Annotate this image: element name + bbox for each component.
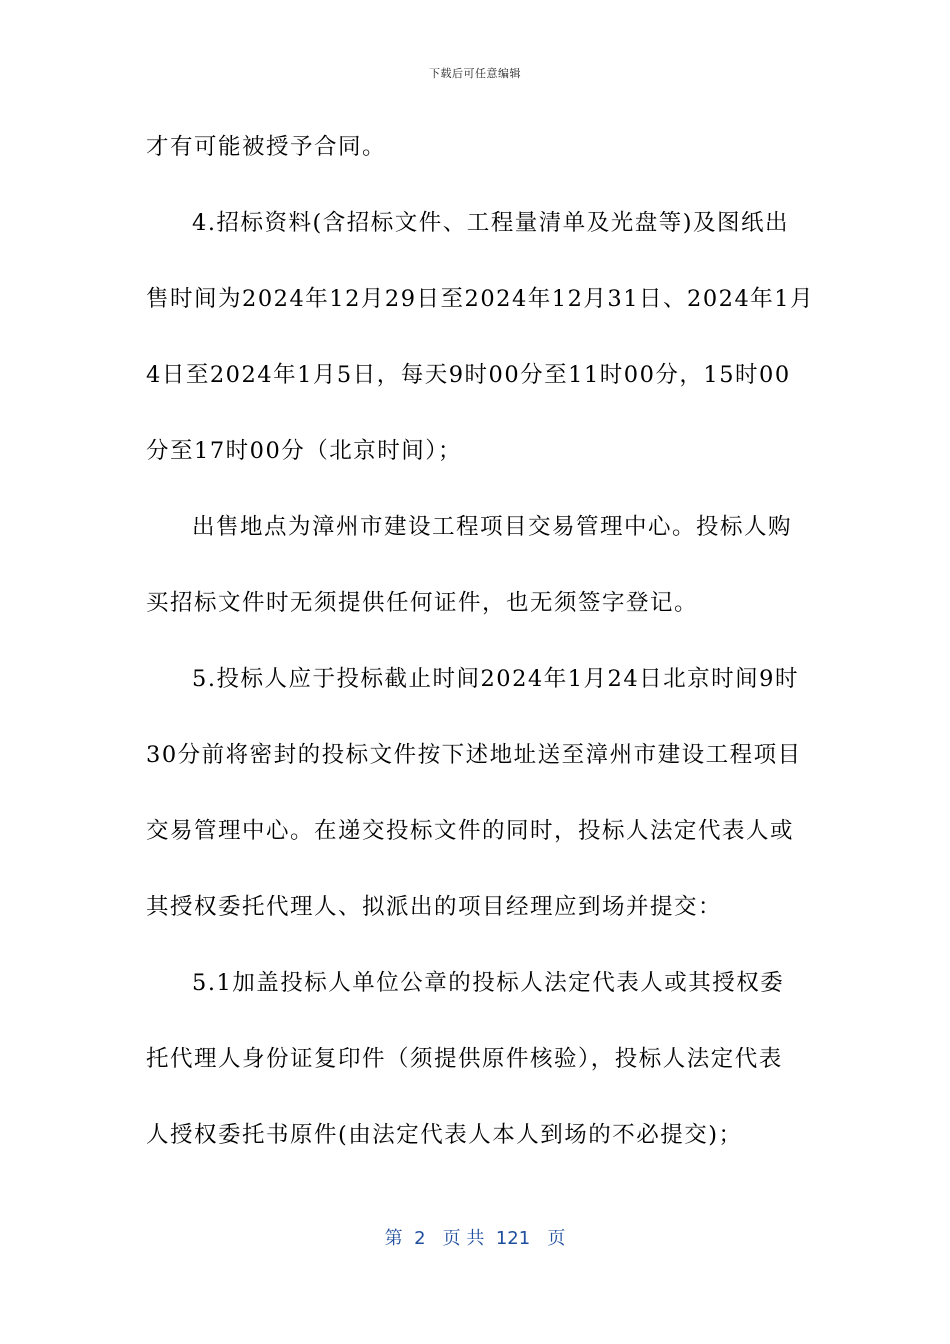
document-body bbox=[146, 122, 815, 1186]
text-line: 托代理人身份证复印件（须提供原件核验），投标人法定代表 bbox=[146, 1046, 783, 1072]
text-line: 交易管理中心。在递交投标文件的同时，投标人法定代表人或 bbox=[146, 818, 795, 844]
text-line: 5.投标人应于投标截止时间2024年1月24日北京时间9时 bbox=[192, 666, 799, 692]
text-line: 买招标文件时无须提供任何证件，也无须签字登记。 bbox=[146, 590, 699, 616]
text-line: 其授权委托代理人、拟派出的项目经理应到场并提交： bbox=[146, 894, 723, 920]
text-line: 4.招标资料(含招标文件、工程量清单及光盘等)及图纸出 bbox=[192, 210, 790, 236]
page-header: 下载后可任意编辑 bbox=[429, 67, 521, 80]
text-line: 人授权委托书原件(由法定代表人本人到场的不必提交)； bbox=[146, 1122, 743, 1148]
text-line: 4日至2024年1月5日，每天9时00分至11时00分，15时00 bbox=[146, 362, 791, 388]
text-line: 售时间为2024年12月29日至2024年12月31日、2024年1月 bbox=[146, 286, 815, 312]
text-line: 5.1加盖投标人单位公章的投标人法定代表人或其授权委 bbox=[192, 970, 785, 996]
text-line: 出售地点为漳州市建设工程项目交易管理中心。投标人购 bbox=[192, 514, 793, 540]
text-line: 30分前将密封的投标文件按下述地址送至漳州市建设工程项目 bbox=[146, 742, 802, 768]
text-line: 才有可能被授予合同。 bbox=[146, 134, 387, 160]
text-line: 分至17时00分（北京时间）； bbox=[146, 438, 463, 464]
page-footer: 第 2 页 共 121 页 bbox=[384, 1228, 566, 1249]
